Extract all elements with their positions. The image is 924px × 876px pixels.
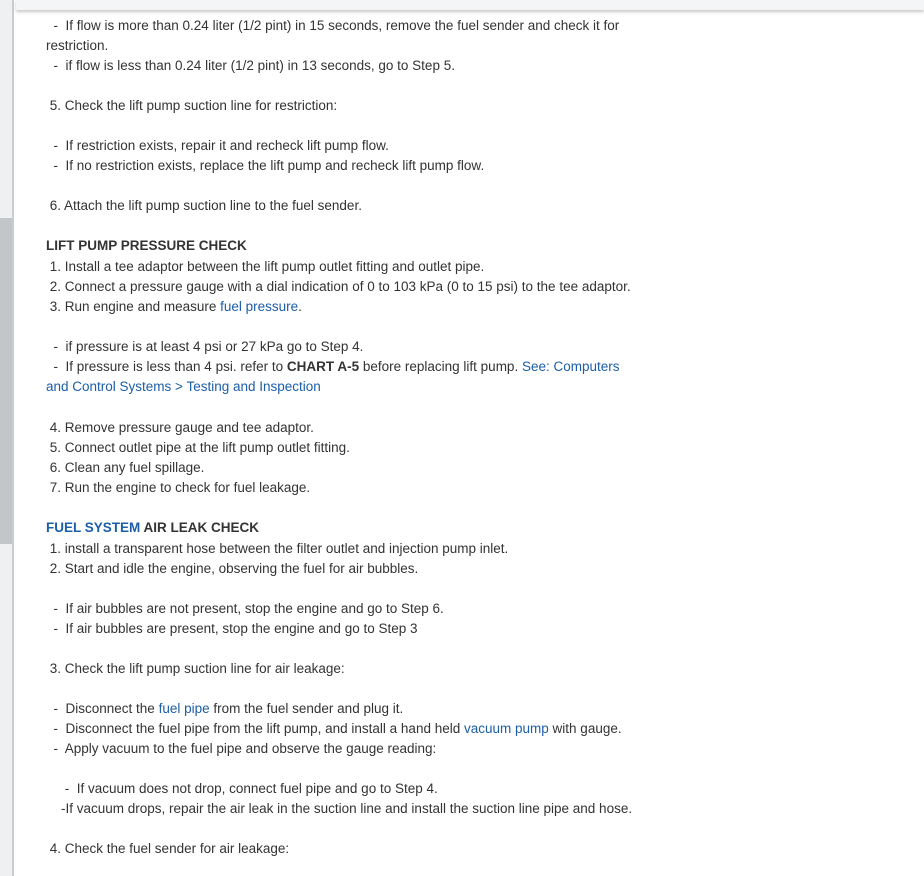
- text-line: - If no restriction exists, replace the lift pump and recheck lift pump flow.: [46, 158, 485, 173]
- fuel-pipe-link[interactable]: fuel pipe: [158, 701, 210, 716]
- text-line: - If air bubbles are not present, stop the engine and go to Step 6.: [46, 601, 444, 616]
- text-line: -If vacuum drops, repair the air leak in the suction line and install the suction line pipe and hose.: [46, 801, 633, 816]
- step-item: 1. install a transparent hose between the filter outlet and injection pump inlet.: [46, 541, 509, 556]
- text-line: - Apply vacuum to the fuel pipe and observe the gauge reading:: [46, 741, 437, 756]
- fuel-system-link[interactable]: FUEL SYSTEM: [46, 520, 141, 535]
- step-item: 7. Run the engine to check for fuel leakage.: [46, 480, 311, 495]
- text-line: [46, 357, 620, 377]
- text-line: [46, 699, 403, 719]
- text-segment: before replacing lift pump.: [359, 359, 522, 374]
- scrollbar-thumb[interactable]: [0, 218, 12, 544]
- text-line: - If flow is more than 0.24 liter (1/2 pint) in 15 seconds, remove the fuel sender and check it for: [46, 18, 620, 33]
- left-scrollbar[interactable]: [0, 0, 14, 876]
- step-item: 2. Connect a pressure gauge with a dial indication of 0 to 103 kPa (0 to 15 psi) to the tee adaptor.: [46, 279, 631, 294]
- top-toolbar-edge: [16, 0, 924, 10]
- step-item: 3. Check the lift pump suction line for air leakage:: [46, 661, 345, 676]
- testing-inspection-link[interactable]: and Control Systems > Testing and Inspection: [46, 379, 321, 394]
- text-line: - if flow is less than 0.24 liter (1/2 pint) in 13 seconds, go to Step 5.: [46, 58, 455, 73]
- chart-reference: CHART A-5: [286, 359, 360, 374]
- section-heading-lift-pump-pressure: LIFT PUMP PRESSURE CHECK: [46, 238, 247, 253]
- text-line: [46, 377, 321, 397]
- step-item: [46, 297, 302, 317]
- text-segment: - Disconnect the fuel pipe from the lift pump, and install a hand held: [46, 721, 464, 736]
- step-item: 4. Remove pressure gauge and tee adaptor.: [46, 420, 314, 435]
- text-line: - If restriction exists, repair it and recheck lift pump flow.: [46, 138, 389, 153]
- step-item: 1. Install a tee adaptor between the lift pump outlet fitting and outlet pipe.: [46, 259, 485, 274]
- fuel-pressure-link[interactable]: fuel pressure: [220, 299, 299, 314]
- step-item: 6. Clean any fuel spillage.: [46, 460, 205, 475]
- section-heading-air-leak: [46, 518, 259, 538]
- step-item: 4. Check the fuel sender for air leakage:: [46, 841, 290, 856]
- step-item: 6. Attach the lift pump suction line to the fuel sender.: [46, 198, 362, 213]
- vacuum-pump-link[interactable]: vacuum pump: [464, 721, 549, 736]
- text-segment: from the fuel sender and plug it.: [209, 701, 404, 716]
- text-line: - If air bubbles are present, stop the engine and go to Step 3: [46, 621, 418, 636]
- text-segment: - If pressure is less than 4 psi. refer to: [46, 359, 287, 374]
- text-segment: with gauge.: [548, 721, 622, 736]
- step-item: 5. Check the lift pump suction line for restriction:: [46, 98, 338, 113]
- text-segment: - Disconnect the: [46, 701, 159, 716]
- computers-control-systems-link[interactable]: See: Computers: [521, 359, 620, 374]
- text-segment: .: [298, 299, 302, 314]
- text-line: [46, 719, 622, 739]
- step-item: 2. Start and idle the engine, observing the fuel for air bubbles.: [46, 561, 419, 576]
- text-segment: 3. Run engine and measure: [46, 299, 221, 314]
- step-item: 5. Connect outlet pipe at the lift pump outlet fitting.: [46, 440, 350, 455]
- text-line: - If vacuum does not drop, connect fuel pipe and go to Step 4.: [46, 781, 438, 796]
- text-line: - if pressure is at least 4 psi or 27 kPa go to Step 4.: [46, 339, 364, 354]
- text-line: restriction.: [46, 38, 109, 53]
- text-segment: AIR LEAK CHECK: [140, 520, 260, 535]
